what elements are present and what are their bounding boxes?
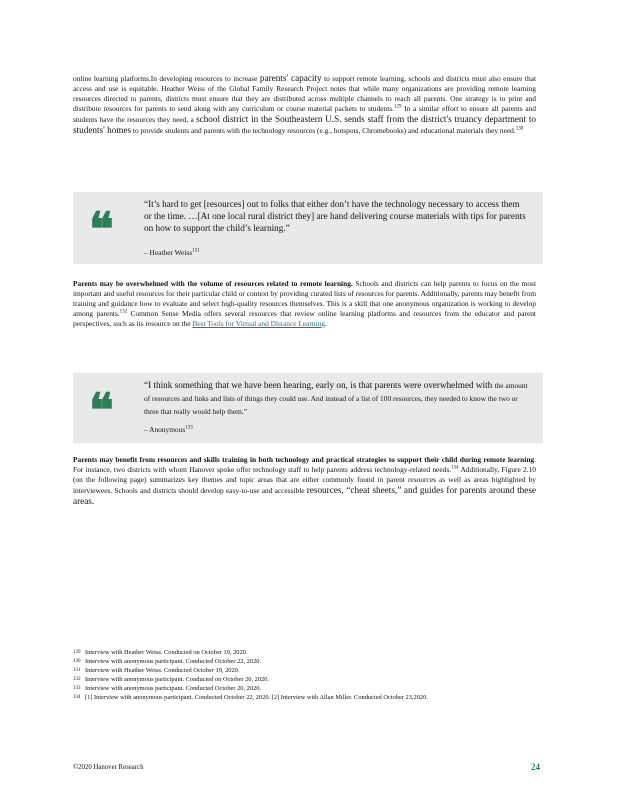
quote-mark-icon: ❝ — [89, 383, 114, 437]
pull-quote-anonymous — [73, 373, 543, 443]
footnote: 133 Interview with anonymous participant. Conducted October 20, 2020. — [73, 685, 262, 692]
footnote-ref[interactable]: 134 — [451, 465, 459, 471]
paragraph-equitable-access: online learning platforms.In developing resources to increase parents' capacity to support remote learning, schools and districts must also ensure that access and use is equitable. Heather Weiss of the Global Family Research Project notes that while many organizations are providing remote learning resources directed to parents, districts must ensure that they are distributed across multiple channels to reach all parents. One strategy is to print and distribute resources for parents to send along with any curriculum or course material packets to students.$^{129}$ In a similar effort to ensure all parents and students have the resources they need, a school district in the Southeastern U.S. sends staff from the district's truancy department to students' homes to provide students and parents with the technology resources (e.g., hotspots, Chromebooks) and educational materials they need.$^{130}$ — [73, 73, 536, 135]
footnote: 129 Interview with Heather Weiss. Conducted on October 19, 2020. — [73, 649, 248, 656]
quote-attribution: – Anonymous$^{133}$ — [144, 425, 193, 434]
footnote-ref[interactable]: 129 — [394, 104, 402, 110]
page-number: 24 — [531, 762, 540, 772]
footnote-ref[interactable]: 133 — [185, 425, 193, 431]
quote-text: “It’s hard to get [resources] out to folks that either don’t have the technology necessary to access them or the time. …[At one local rural district they] are hand delivering course materials with tips for parents on how to support the child’s learning.” — [144, 199, 526, 233]
best-tools-link[interactable]: Best Tools for Virtual and Distance Learning — [192, 319, 326, 328]
footnote-ref[interactable]: 131 — [192, 248, 200, 254]
quote-attribution: – Heather Weiss$^{131}$ — [144, 248, 200, 257]
footnote: 134 [1] Interview with anonymous participant. Conducted October 22, 2020. [2] Interview with Allan Miller. Conducted October 23,2020. — [73, 694, 428, 701]
footnote: 131 Interview with Heather Weiss. Conducted October 19, 2020. — [73, 667, 240, 674]
paragraph-skills-training: Parents may benefit from resources and skills training in both technology and practical strategies to support their child during remote learning. For instance, two districts with whom Hanover spoke offer technology staff to help parents address technology-related needs.$^{134}$ Additionally, Figure 2.10 (on the following page) summarizes key themes and topic areas that are either commonly found in parent resources as well as areas highlighted by interviewees. Schools and districts should develop easy-to-use and accessible resources, “cheat sheets,” and guides for parents around these areas. — [73, 455, 536, 506]
footnotes — [73, 648, 536, 702]
footnote: 130 Interview with anonymous participant. Conducted October 22, 2020. — [73, 658, 262, 665]
footer-copyright: ©2020 Hanover Research — [73, 764, 144, 771]
footnote: 132 Interview with anonymous participant. Conducted on October 20, 2020. — [73, 676, 270, 683]
pull-quote-weiss — [73, 192, 543, 264]
footnote-ref[interactable]: 130 — [515, 126, 524, 132]
footnote-ref[interactable]: 132 — [119, 309, 128, 315]
paragraph-overwhelmed: Parents may be overwhelmed with the volume of resources related to remote learning. Schools and districts can help parents to focus on the most important and useful resources for their particular child or context by providing curated lists of resources for parents. Additionally, parents may benefit from training and guidance how to evaluate and select high-quality resources themselves. This is a skill that one anonymous organization is working to develop among parents.$^{132}$ Common Sense Media offers several resources that review online learning platforms and resources from the educator and parent perspectives, such as its resource on the Best Tools for Virtual and Distance Learning. — [73, 279, 536, 328]
quote-text: “I think something that we have been hearing, early on, is that parents were overwhelmed with the amount of resources and links and lists of things they could use. And instead of a list of 100 resources, they needed to know the two or three that really would help them.” — [144, 380, 528, 416]
quote-mark-icon: ❝ — [89, 202, 114, 256]
